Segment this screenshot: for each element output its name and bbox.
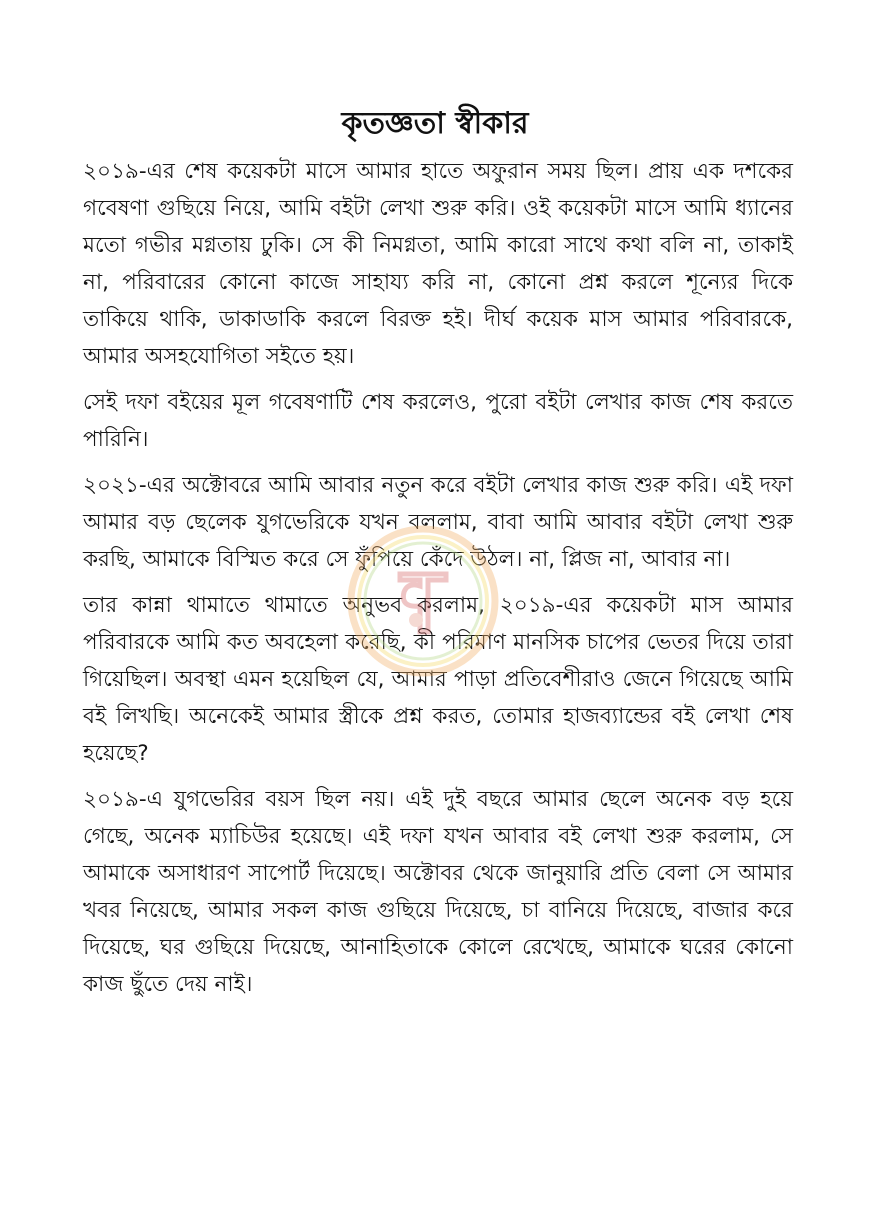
paragraph-5: ২০১৯-এ যুগভেরির বয়স ছিল নয়। এই দুই বছরে আমার ছেলে অনেক বড় হয়ে গেছে, অনেক ম্যাচিউর হয়েছে। এই দফা যখন আবার বই লেখা শুরু করলাম, সে আমাকে অসাধারণ সাপোর্ট দিয়েছে। অক্টোবর থেকে জানুয়ারি প্রতি বেলা সে আমার খবর নিয়েছে, আমার সকল কাজ গুছিয়ে দিয়েছে, চা বানিয়ে দিয়েছে, বাজার করে দিয়েছে, ঘর গুছিয়ে দিয়েছে, আনাহিতাকে কোলে রেখেছে, আমাকে ঘরের কোনো কাজ ছুঁতে দেয় নাই। <box>83 787 793 997</box>
paragraph-2: সেই দফা বইয়ের মূল গবেষণাটি শেষ করলেও, পুরো বইটা লেখার কাজ শেষ করতে পারিনি। <box>83 390 793 452</box>
paragraph-4: তার কান্না থামাতে থামাতে অনুভব করলাম, ২০১৯-এর কয়েকটা মাস আমার পরিবারকে আমি কত অবহেলা করেছি, কী পরিমাণ মানসিক চাপের ভেতর দিয়ে তারা গিয়েছিল। অবস্থা এমন হয়েছিল যে, আমার পাড়া প্রতিবেশীরাও জেনে গিয়েছে আমি বই লিখছি। অনেকেই আমার স্ত্রীকে প্রশ্ন করত, তোমার হাজব্যান্ডের বই লেখা শেষ হয়েছে? <box>83 593 793 766</box>
body-text <box>83 153 793 1003</box>
paragraph-1: ২০১৯-এর শেষ কয়েকটা মাসে আমার হাতে অফুরান সময় ছিল। প্রায় এক দশকের গবেষণা গুছিয়ে নিয়ে, আমি বইটা লেখা শুরু করি। ওই কয়েকটা মাসে আমি ধ্যানের মতো গভীর মগ্নতায় ঢুকি। সে কী নিমগ্নতা, আমি কারো সাথে কথা বলি না, তাকাই না, পরিবারের কোনো কাজে সাহায্য করি না, কোনো প্রশ্ন করলে শূন্যের দিকে তাকিয়ে থাকি, ডাকাডাকি করলে বিরক্ত হই। দীর্ঘ কয়েক মাস আমার পরিবারকে, আমার অসহযোগিতা সইতে হয়। <box>83 159 793 369</box>
paragraph-3: ২০২১-এর অক্টোবরে আমি আবার নতুন করে বইটা লেখার কাজ শুরু করি। এই দফা আমার বড় ছেলেক যুগভেরিকে যখন বললাম, বাবা আমি আবার বইটা লেখা শুরু করছি, আমাকে বিস্মিত করে সে ফুঁপিয়ে কেঁদে উঠল। না, প্লিজ না, আবার না। <box>83 473 793 572</box>
page-title: কৃতজ্ঞতা স্বীকার <box>341 106 529 142</box>
